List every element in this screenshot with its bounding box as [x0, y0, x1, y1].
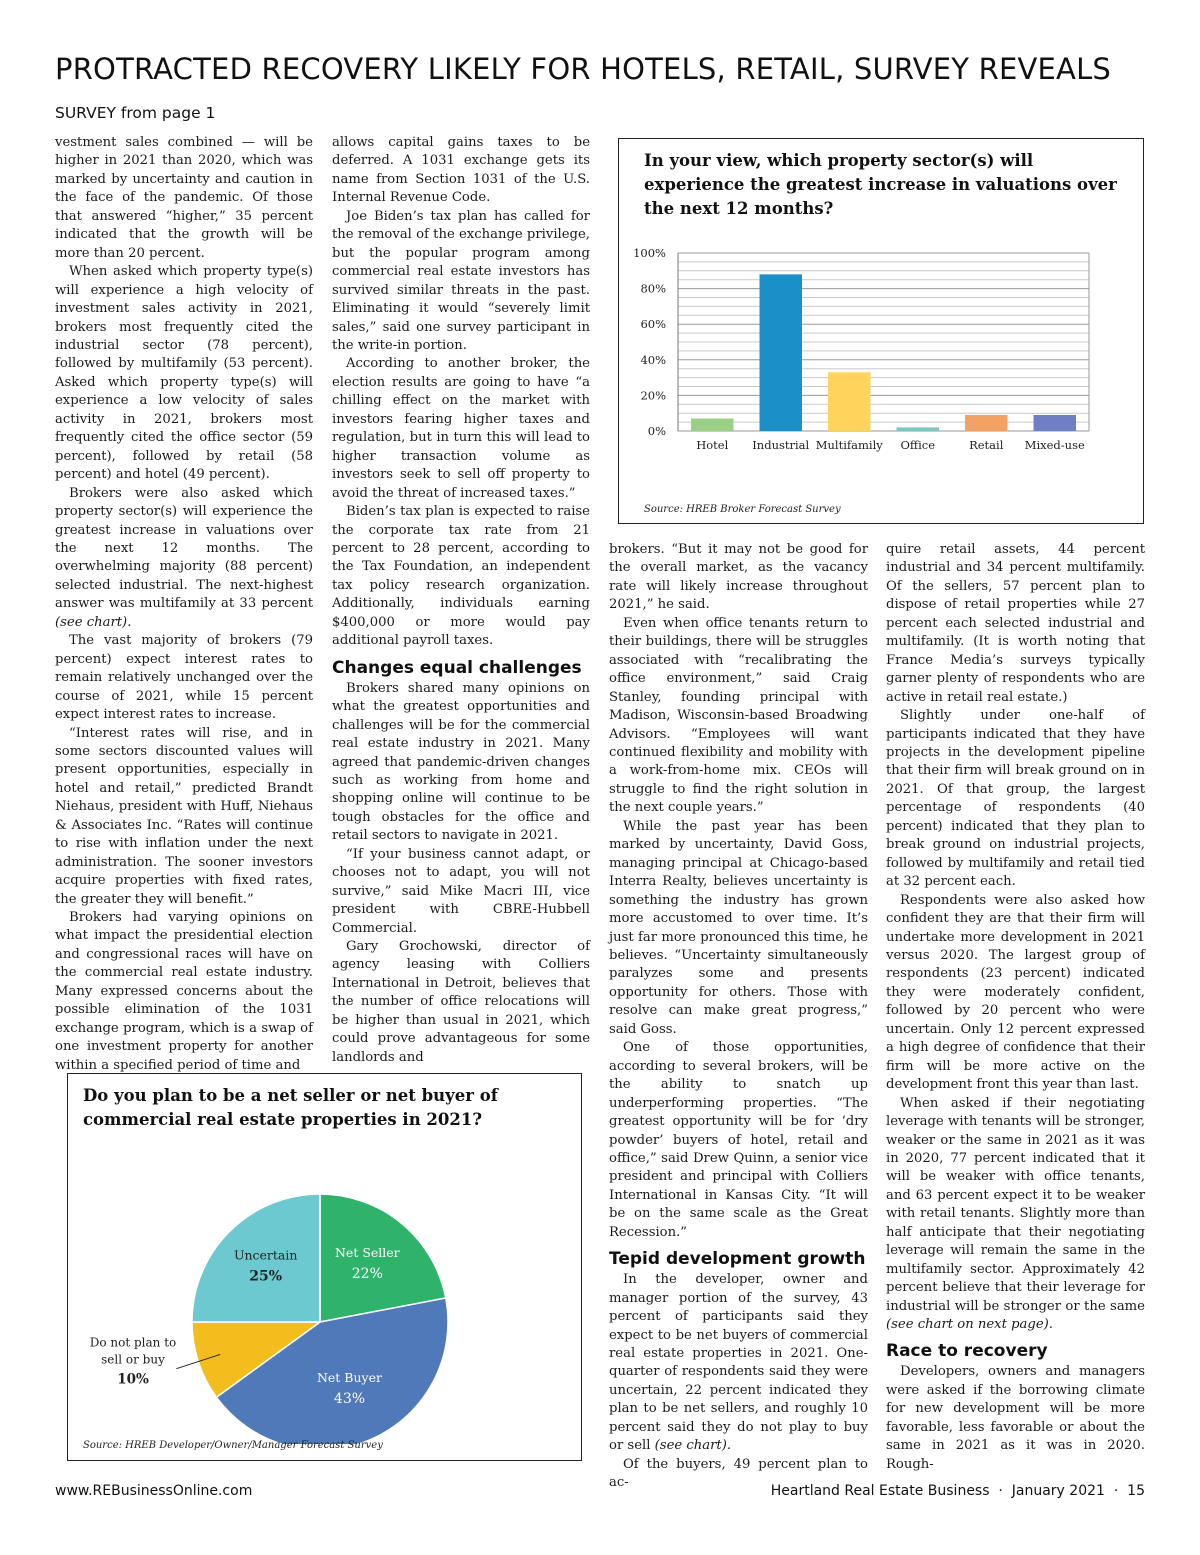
paragraph: “If your business cannot adapt, or chooses not to adapt, you will not survive,” said Mike Macri III, vice president with CBRE-Hubbell Commercial. — [332, 846, 590, 936]
see-chart-ref: (see chart). — [654, 1438, 732, 1454]
slice-label: sell or buy — [101, 1352, 165, 1367]
bar-office — [897, 427, 939, 431]
paragraph: While the past year has been marked by uncertainty, David Goss, managing principal at Chicago-based Interra Realty, believes uncertainty is something the industry has grown more accustomed to over time. It’s just far more pronounced this time, he believes. “Uncertainty simultaneously paralyzes some and presents opportunity for others. Those with resolve can make great progress,” said Goss. — [609, 818, 868, 1037]
paragraph: vestment sales combined — will be higher in 2021 than 2020, which was marked by uncertainty and caution in the face of the pandemic. Of those that answered “higher,” 35 percent indicated that the growth will be more than 20 percent. — [55, 135, 313, 261]
pie-chart — [68, 1134, 581, 1444]
column-4 — [886, 541, 1145, 1474]
x-tick-label: Hotel — [696, 438, 729, 452]
paragraph: brokers. “But it may not be good for the overall market, as the vacancy rate will likely increase throughout 2021,” he said. — [609, 542, 868, 613]
bar-industrial — [760, 274, 802, 431]
paragraph: Developers, owners and managers were asked if the borrowing climate for new development will be more favorable, less favorable or about the same in 2021 as it was in 2020. Rough- — [886, 1364, 1145, 1472]
slice-label: Net Seller — [334, 1244, 400, 1260]
paragraph: Of the buyers, 49 percent plan to ac- — [609, 1456, 868, 1491]
paragraph: Biden’s tax plan is expected to raise the corporate tax rate from 21 percent to 28 percent, according to the Tax Foundation, an independent tax policy research organization. Additionally, individuals earning $400,000 or more would pay additional payroll taxes. — [332, 504, 590, 649]
paragraph: When asked which property type(s) will experience a high velocity of investment sales activity in 2021, brokers most frequently cited the industrial sector (78 percent), followed by multifamily (53 percent). Asked which property type(s) will experience a low velocity of sales activity in 2021, brokers most frequently cited the office sector (59 percent), followed by retail (58 percent) and hotel (49 percent). — [55, 264, 313, 483]
bar-chart-box — [618, 138, 1144, 524]
x-tick-label: Office — [900, 438, 936, 452]
slice-label: Net Buyer — [316, 1370, 382, 1386]
see-chart-ref: (see chart). — [55, 614, 132, 630]
paragraph-text: When asked if their negotiating leverage with tenants will be stronger, weaker or the same in 2021 as it was in 2020, 77 percent indicated that it will be weaker with office tenants, and 63 percent expect it to be weaker with retail tenants. Slightly more than half anticipate that their negotiating leverage will remain the same in the multifamily sector. Approximately 42 percent believe that their leverage for industrial will be stronger or the same — [886, 1095, 1145, 1314]
paragraph: The vast majority of brokers (79 percent) expect interest rates to remain relatively unchanged over the course of 2021, while 15 percent expect interest rates to increase. — [55, 633, 313, 723]
slice-percent: 22% — [351, 1265, 383, 1282]
column-2 — [332, 134, 590, 1067]
paragraph-text: In the developer, owner and manager portion of the survey, 43 percent of participants said they expect to be net buyers of commercial real estate properties in 2021. One-quarter of respondents said they were uncertain, 22 percent indicated they plan to be net sellers, and roughly 10 percent said they do not play to buy or sell — [609, 1272, 868, 1454]
y-tick-label: 20% — [640, 388, 666, 403]
paragraph: One of those opportunities, according to several brokers, will be the ability to snatch up underperforming properties. “The greatest opportunity will be for ‘dry powder’ buyers of hotel, retail and office,” said Drew Quinn, a senior vice president and principal with Colliers International in Kansas City. “It will be on the same scale as the Great Recession.” — [609, 1040, 868, 1240]
column-1 — [55, 134, 313, 1075]
slice-percent: 10% — [117, 1371, 149, 1388]
paragraph: Even when office tenants return to their buildings, there will be struggles associated with “recalibrating the office environment,” said Craig Stanley, founding principal with Madison, Wisconsin-based Broadwing Advisors. “Employees will want continued flexibility and mobility with a work-from-home mix. CEOs will struggle to find the right solution in the next couple years.” — [609, 615, 868, 816]
headline: PROTRACTED RECOVERY LIKELY FOR HOTELS, RETAIL, SURVEY REVEALS — [55, 52, 1112, 86]
jump-line: SURVEY from page 1 — [55, 104, 216, 122]
see-chart-ref: (see chart on next page). — [886, 1317, 1053, 1333]
x-tick-label: Multifamily — [815, 438, 883, 452]
bar-chart-title: In your view, which property sector(s) will experience the greatest increase in valuations over the next 12 months? — [644, 151, 1117, 218]
pie-chart-source: Source: HREB Developer/Owner/Manager Forecast Survey — [83, 1440, 383, 1451]
section-heading: Race to recovery — [886, 1341, 1048, 1362]
paragraph — [609, 1271, 868, 1456]
footer-publication: Heartland Real Estate Business · January 2021 · 15 — [770, 1483, 1145, 1499]
y-tick-label: 100% — [633, 246, 666, 260]
slice-label: Uncertain — [233, 1247, 298, 1263]
x-tick-label: Retail — [969, 438, 1004, 452]
paragraph: Respondents were also asked how confident they are that their firm will undertake more development in 2021 versus 2020. The largest group of respondents (23 percent) indicated they were moderately confident, followed by 20 percent who were uncertain. Only 12 percent expressed a high degree of confidence that their firm will be more active on the development front this year than last. — [886, 892, 1145, 1093]
bar-retail — [965, 415, 1007, 431]
x-tick-label: Industrial — [752, 438, 810, 452]
slice-percent: 25% — [249, 1268, 283, 1285]
slice-percent: 43% — [333, 1391, 366, 1408]
bar-multifamily — [828, 372, 870, 431]
paragraph: Brokers shared many opinions on what the greatest opportunities and challenges will be for the commercial real estate industry in 2021. Many agreed that pandemic-driven changes such as working from home and shopping online will continue to be tough obstacles for the office and retail sectors to navigate in 2021. — [332, 680, 590, 844]
paragraph: “Interest rates will rise, and in some sectors discounted values will present opportunities, especially in hotel and retail,” predicted Brandt Niehaus, president with Huff, Niehaus & Associates Inc. “Rates will continue to rise with inflation under the next administration. The sooner investors acquire properties with fixed rates, the greater they will benefit.” — [55, 725, 313, 907]
paragraph: Joe Biden’s tax plan has called for the removal of the exchange privilege, but the popular program among commercial real estate investors has survived similar threats in the past. Eliminating it would “severely limit sales,” said one survey participant in the write-in portion. — [332, 208, 590, 353]
paragraph: Slightly under one-half of participants indicated that they have projects in the development pipeline that their firm will break ground on in 2021. Of that group, the largest percentage of respondents (40 percent) indicated that they plan to break ground on industrial projects, followed by multifamily and retail tied at 32 percent each. — [886, 708, 1145, 890]
y-tick-label: 60% — [640, 317, 666, 332]
paragraph — [55, 485, 313, 633]
bar-mixed-use — [1034, 415, 1076, 431]
section-heading: Changes equal challenges — [332, 657, 582, 678]
paragraph — [886, 1095, 1145, 1335]
column-3 — [609, 541, 868, 1493]
y-tick-label: 80% — [640, 281, 666, 296]
pie-chart-box — [67, 1073, 582, 1461]
bar-hotel — [691, 419, 733, 431]
paragraph-text: Brokers were also asked which property sector(s) will experience the greatest increase in valuations over the next 12 months. The overwhelming majority (88 percent) selected industrial. The next-highest answer was multifamily at 33 percent — [55, 485, 313, 612]
section-heading: Tepid development growth — [609, 1249, 866, 1270]
paragraph: According to another broker, the election results are going to have “a chilling effect on the market with investors fearing higher taxes and regulation, but in turn this will lead to higher transaction volume as investors seek to sell off property to avoid the threat of increased taxes.” — [332, 356, 590, 501]
y-tick-label: 0% — [647, 424, 666, 438]
y-tick-label: 40% — [640, 352, 666, 367]
x-tick-label: Mixed-use — [1024, 438, 1085, 452]
pie-chart-title: Do you plan to be a net seller or net buyer of commercial real estate properties in 2021? — [83, 1086, 498, 1129]
paragraph: Brokers had varying opinions on what impact the presidential election and congressional races will have on the commercial real estate industry. Many expressed concerns about the possible elimination of the 1031 exchange program, which is a swap of one investment property for another within a specified period of time and — [55, 910, 313, 1073]
footer-url: www.REBusinessOnline.com — [55, 1483, 253, 1499]
bar-chart-source: Source: HREB Broker Forecast Survey — [644, 504, 841, 515]
paragraph: allows capital gains taxes to be deferred. A 1031 exchange gets its name from Section 1031 of the U.S. Internal Revenue Code. — [332, 135, 590, 206]
paragraph: Gary Grochowski, director of agency leasing with Colliers International in Detroit, believes that the number of office relocations will be higher than usual in 2021, which could prove advantageous for some landlords and — [332, 939, 590, 1065]
paragraph: quire retail assets, 44 percent industrial and 34 percent multifamily. Of the sellers, 57 percent plan to dispose of retail properties while 27 percent each selected industrial and multifamily. (It is worth noting that France Media’s surveys typically garner plenty of respondents who are active in retail real estate.) — [886, 542, 1145, 705]
slice-label: Do not plan to — [89, 1335, 177, 1350]
